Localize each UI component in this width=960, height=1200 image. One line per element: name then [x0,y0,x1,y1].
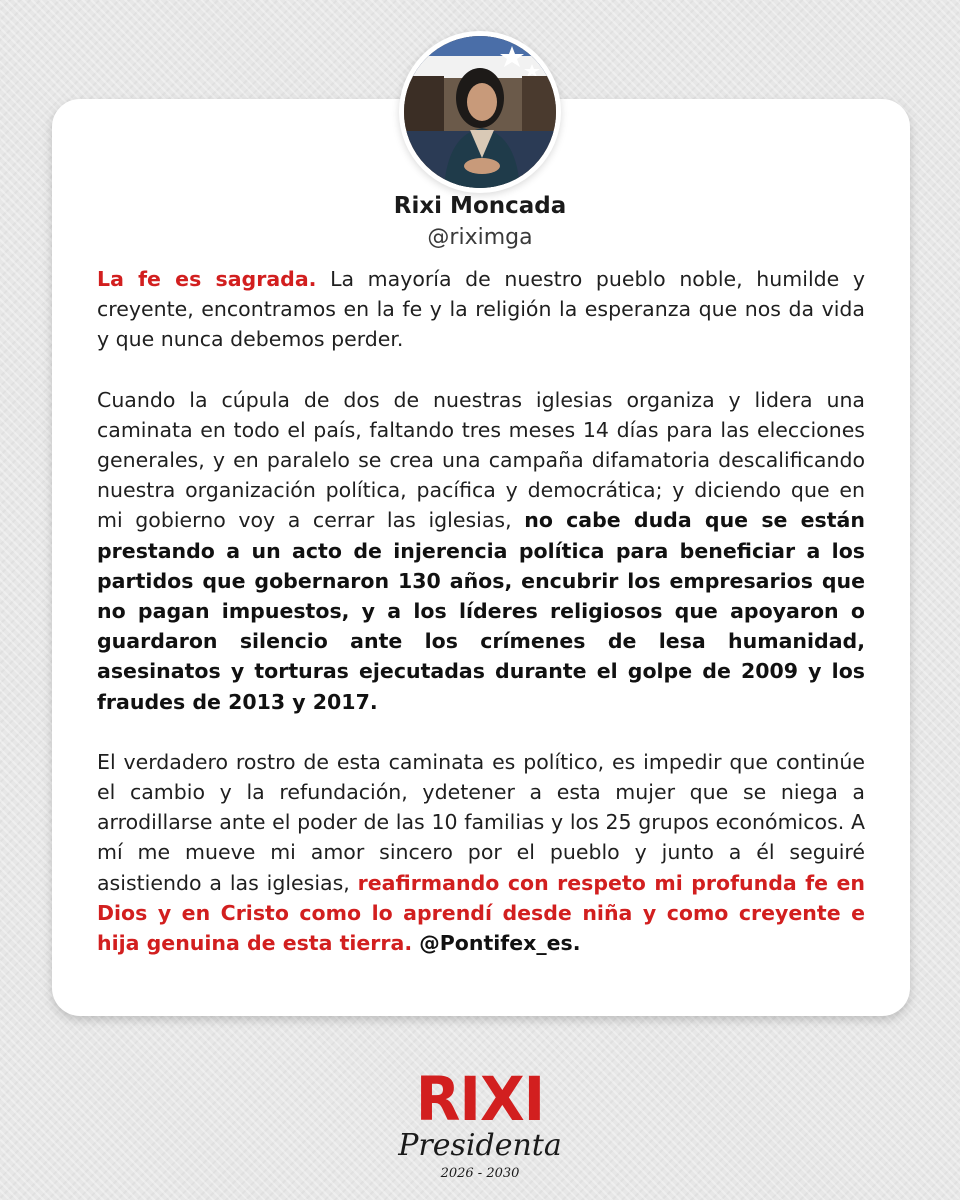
paragraph-1 [97,264,865,355]
profile-name[interactable]: Rixi Moncada [393,193,567,219]
bold-text: no cabe duda que se están prestando a un acto de injerencia política para beneficiar a los partidos que gobernaron 130 años, encubrir los empresarios que no pagan impuestos, y a los líderes religiosos que apoyaron o guardaron silencio ante los crímenes de lesa humanidad, asesinatos y torturas ejecutadas durante el golpe de 2009 y los fraudes de 2013 y 2017. [97,508,865,714]
paragraph-2 [97,385,865,717]
avatar[interactable] [399,31,561,193]
mention-link[interactable]: @Pontifex_es. [412,931,581,956]
paragraph-3 [97,747,865,958]
avatar-image [404,36,556,188]
logo-years: 2026 - 2030 [440,1166,520,1181]
post-body [97,264,865,988]
highlight-text: reafirmando con respeto mi profunda fe en Dios y en Cristo como lo aprendí desde niña y como creyente e hija genuina de esta tierra. [97,870,866,956]
highlight-text: La fe es sagrada. [97,267,317,291]
paragraph-text: La mayoría de nuestro pueblo noble, humilde y creyente, encontramos en la fe y la religión la esperanza que nos da vida y que nunca debemos perder. [97,267,866,352]
avatar-photo [404,36,556,188]
campaign-logo [380,1063,580,1188]
logo-subtitle: Presidenta [398,1128,562,1163]
logo-word: RIXI [415,1063,545,1135]
paragraph-text: Cuando la cúpula de dos de nuestras iglesias organiza y lidera una caminata en todo el país, faltando tres meses 14 días para las elecciones generales, y en paralelo se crea una campaña difamatoria descalificando nuestra organización política, pacífica y democrática; y diciendo que en mi gobierno voy a cerrar las iglesias, [97,387,865,533]
profile-handle[interactable]: @riximga [427,225,533,250]
paragraph-text: El verdadero rostro de esta caminata es político, es impedir que continúe el cambio y la refundación, ydetener a esta mujer que se niega a arrodillarse ante el poder de las 10 familias y los 25 grupos económicos. A mí me mueve mi amor sincero por el pueblo y junto a él seguiré asistiendo a las iglesias, [97,749,865,895]
